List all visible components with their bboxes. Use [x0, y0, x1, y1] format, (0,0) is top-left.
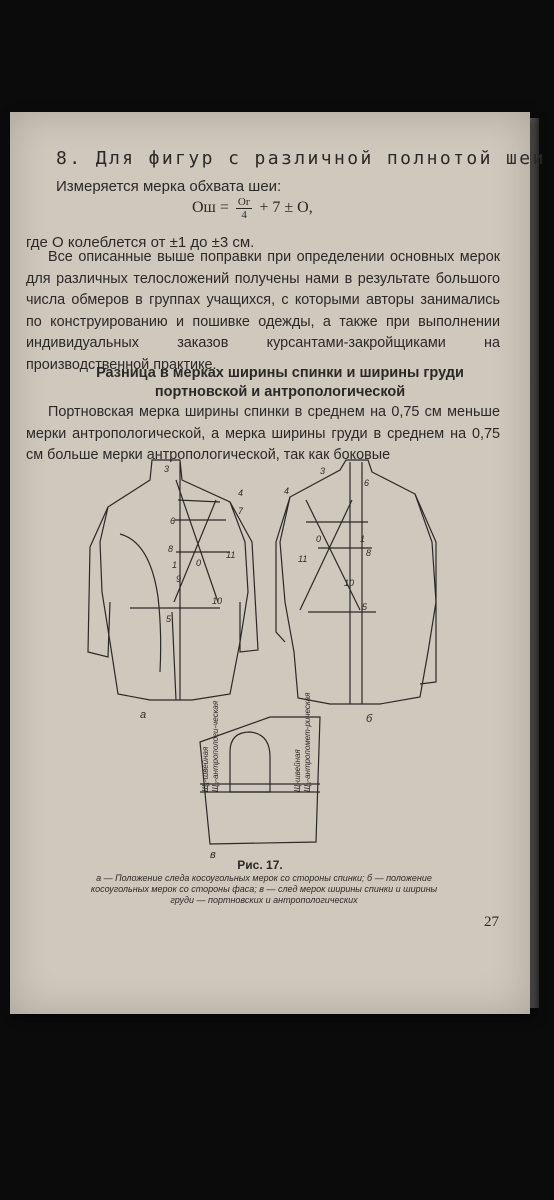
- paragraph-2: Портновская мерка ширины спинки в среднем на 0,75 см меньше мерки антропологической, а мерка ширины груди в среднем на 0,75 см больше мерки антропологической, так как боковые: [26, 404, 500, 463]
- label-b-10: 10: [344, 578, 355, 588]
- label-b-1: 1: [360, 534, 366, 544]
- page-number: 27: [484, 914, 499, 930]
- section-heading: 8. Для фигур с различной полнотой шеи: [56, 148, 546, 169]
- where-line: где О колеблется от ±1 до ±3 см.: [26, 234, 255, 251]
- label-a-8: 8: [168, 544, 174, 554]
- label-b-3: 3: [320, 466, 326, 476]
- garment-a-seams: [120, 462, 180, 700]
- formula-lhs: Ош =: [192, 199, 229, 217]
- formula-numerator: Ог: [237, 196, 251, 208]
- subheading: Разница в мерках ширины спинки и ширины груди портновской и антропологической: [96, 365, 464, 400]
- formula-denominator: 4: [241, 209, 247, 221]
- paragraph-1: Все описанные выше поправки при определении основных мерок для различных телосложений получены нами в результате большого числа обмеров в группах учащихся, с которыми авторы занимались по конструированию и пошивке одежды, а также при выполнении индивидуальных заказов курсантами-закройщиками на производственной практике.: [26, 249, 500, 373]
- label-antropo-left: Щ₂-антропологи-ческая: [211, 700, 220, 792]
- label-b-8: 8: [366, 548, 372, 558]
- label-a-3: 3: [164, 464, 170, 474]
- label-b-4: 4: [284, 486, 290, 496]
- label-a-7: 7: [238, 506, 244, 516]
- label-a-10: 10: [212, 596, 223, 606]
- label-a-9: 9: [176, 574, 182, 584]
- label-antropo-right: Щ₂-антропомет-рическая: [303, 692, 312, 792]
- label-a-1: 1: [172, 560, 178, 570]
- panel-a-label: а: [140, 709, 147, 721]
- label-a-5: 5: [166, 614, 172, 624]
- measure-intro: Измеряется мерка обхвата шеи:: [56, 178, 282, 195]
- label-a-0: 0: [196, 558, 202, 568]
- garment-b-diagonals: [300, 500, 372, 610]
- label-a-4: 4: [238, 488, 244, 498]
- formula-fraction: [236, 196, 252, 221]
- label-a-6: 6: [170, 516, 176, 526]
- label-b-5: 5: [362, 602, 368, 612]
- panel-v-label: в: [210, 849, 216, 861]
- formula-rhs: + 7 ± О,: [259, 199, 313, 217]
- label-shvejnaya-left: Щ₁-швейная: [201, 746, 210, 792]
- neck-formula: [192, 196, 313, 221]
- garment-a-left-sleeve: [88, 507, 110, 657]
- panel-v-armhole: [230, 732, 270, 792]
- label-a-11: 11: [226, 550, 236, 560]
- caption-title: Рис. 17.: [237, 858, 283, 872]
- label-shvejnaya-right: Щ-швейная: [293, 749, 302, 792]
- label-b-0: 0: [316, 534, 322, 544]
- garment-b-outline: [280, 460, 436, 704]
- caption-body: а — Положение следа косоугольных мерок со стороны спинки; б — положение косоугольных мерок со стороны фаса; в — след мерок ширины спинки и ширины груди — портновских и антропологических: [90, 873, 438, 905]
- label-b-11: 11: [298, 554, 308, 564]
- panel-b-label: б: [366, 713, 373, 725]
- label-b-6: 6: [364, 478, 370, 488]
- garment-a-right-sleeve: [230, 502, 258, 652]
- figure-17-drawing: [80, 452, 460, 862]
